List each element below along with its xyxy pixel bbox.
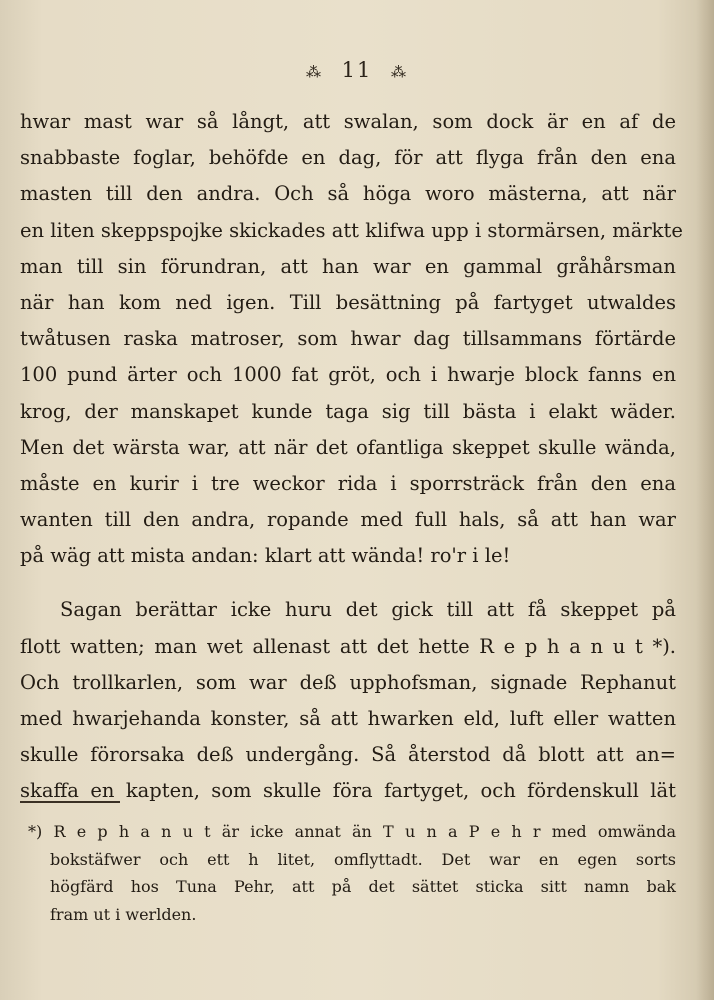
text-line: snabbaste foglar, behöfde en dag, för att flyga från den ena (20, 146, 676, 170)
footnote-rule (20, 801, 120, 803)
footnote-line: högfärd hos Tuna Pehr, att på det sättet sticka sitt namn bak (50, 877, 676, 896)
footnote (28, 818, 676, 928)
text-line: hwar mast war så långt, att swalan, som dock är en af de (20, 110, 676, 133)
ornament-right-icon: ⁂ (391, 62, 409, 81)
footnote-line: bokstäfwer och ett h litet, omflyttadt. Det war en egen sorts (50, 849, 676, 869)
text-line: flott watten; man wet allenast att det hette R e p h a n u t *). (20, 634, 676, 658)
text-line: masten till den andra. Och så höga woro mästerna, att när (20, 182, 676, 206)
page-number: 11 (341, 58, 373, 82)
footnote-line: *) R e p h a n u t är icke annat än T u n a P e h r med omwända (28, 822, 676, 841)
text-line: måste en kurir i tre weckor rida i sporrsträck från den ena (20, 471, 676, 495)
ornament-left-icon: ⁂ (305, 62, 323, 81)
footnote-line: fram ut i werlden. (50, 904, 197, 924)
text-line: Men det wärsta war, att när det ofantliga skeppet skulle wända, (20, 435, 676, 459)
text-line: Och trollkarlen, som war deß upphofsman, signade Rephanut (20, 670, 676, 694)
main-text (20, 104, 683, 810)
paragraph-gap (20, 574, 676, 592)
text-line: 100 pund ärter och 1000 fat gröt, och i hwarje block fanns en (20, 363, 676, 387)
text-line: man till sin förundran, att han war en gammal gråhårsman (20, 254, 676, 278)
text-line: Sagan berättar icke huru det gick till att få skeppet på (60, 598, 676, 622)
text-line: på wäg att mista andan: klart att wända! ro'r i le! (20, 544, 511, 568)
text-line: en liten skeppspojke skickades att klifwa upp i stormärsen, märkte (20, 218, 683, 242)
text-line: när han kom ned igen. Till besättning på fartyget utwaldes (20, 290, 676, 314)
page-edge-shadow (696, 0, 714, 1000)
text-line: krog, der manskapet kunde taga sig till bästa i elakt wäder. (20, 399, 676, 423)
text-line: med hwarjehanda konster, så att hwarken eld, luft eller watten (20, 707, 676, 730)
text-line: skaffa en kapten, som skulle föra fartyget, och fördenskull lät (20, 779, 676, 803)
text-line: wanten till den andra, ropande med full hals, så att han war (20, 508, 676, 532)
text-line: skulle förorsaka deß undergång. Så återstod då blott att an= (20, 743, 676, 767)
page-header (0, 58, 714, 82)
text-line: twåtusen raska matroser, som hwar dag tillsammans förtärde (20, 327, 676, 351)
